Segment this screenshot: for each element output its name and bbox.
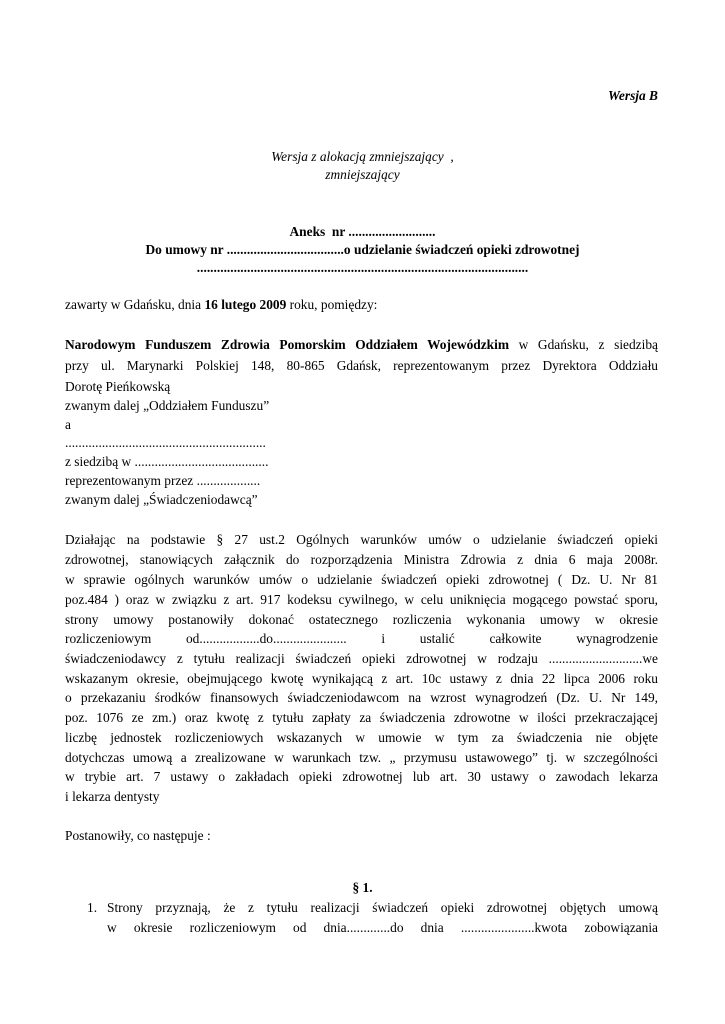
contract-title-dots: ................................................................................................... [196,260,529,275]
party2-line-3: reprezentowanym przez ................... [65,473,261,488]
party1-line-3: Dorotę Pieńkowską [65,379,171,394]
party1-line-1: Narodowym Funduszem Zdrowia Pomorskim Oddziałem Wojewódzkim w Gdańsku, z siedzibą [65,337,658,352]
allocation-line-2: zmniejszający [325,167,400,182]
party2-line-2: z siedzibą w ........................................ [65,454,269,469]
basis-line-14: i lekarza dentysty [65,789,160,804]
party-and: a [65,417,71,432]
basis-line-3: w sprawie ogólnych warunków umów o udzielanie świadczeń opieki zdrowotnej ( Dz. U. Nr 81 [65,572,658,587]
section-title: § 1. [352,880,373,895]
version-label: Wersja B [608,88,658,103]
resolved-line: Postanowiły, co następuje : [65,828,211,843]
basis-line-10: poz. 1076 ze zm.) oraz kwotę z tytułu zapłaty za świadczenia zdrowotne w ilości przekraczającej [65,710,658,725]
basis-line-5: strony umowy postanowiły dokonać ostatecznego rozliczenia wykonania umowy w okresie [65,612,658,627]
party1-line-4: zwanym dalej „Oddziałem Funduszu” [65,398,270,413]
intro-line: zawarty w Gdańsku, dnia 16 lutego 2009 roku, pomiędzy: [65,297,378,312]
annex-number: Aneks nr .......................... [289,224,436,239]
contract-title: Do umowy nr ...................................o udzielanie świadczeń opieki zdrowotnej [145,242,580,257]
section-item-line-2: w okresie rozliczeniowym od dnia.............do dnia ......................kwota zobowiązania [107,920,658,935]
basis-line-8: wskazanym okresie, obejmującego kwotę wynikającą z art. 10c ustawy z dnia 22 lipca 2006 roku [65,671,658,686]
party1-name: Narodowym Funduszem Zdrowia Pomorskim Oddziałem Wojewódzkim [65,337,509,352]
allocation-line-1: Wersja z alokacją zmniejszający , [271,149,454,164]
section-item-line-1: Strony przyznają, że z tytułu realizacji świadczeń opieki zdrowotnej objętych umową [107,900,658,915]
party2-line-1: ............................................................ [65,435,266,450]
party2-line-4: zwanym dalej „Świadczeniodawcą” [65,492,258,507]
basis-line-1: Działając na podstawie § 27 ust.2 Ogólnych warunków umów o udzielanie świadczeń opieki [65,532,658,547]
list-number: 1. [87,900,98,915]
basis-line-13: w trybie art. 7 ustawy o zakładach opieki zdrowotnej lub art. 30 ustawy o zawodach lekarza [65,769,658,784]
basis-line-7: świadczeniodawcy z tytułu realizacji świadczeń opieki zdrowotnej w rodzaju ............................we [65,651,658,666]
basis-line-4: poz.484 ) oraz w związku z art. 917 kodeksu cywilnego, w celu uniknięcia mogącego powstać sporu, [65,592,658,607]
party1-line-2: przy ul. Marynarki Polskiej 148, 80-865 Gdańsk, reprezentowanym przez Dyrektora Oddziału [65,358,658,373]
basis-line-2: zdrowotnej, stanowiących załącznik do rozporządzenia Ministra Zdrowia z dnia 6 maja 2008r. [65,552,658,567]
basis-line-9: o przekazaniu środków finansowych świadczeniodawcom na wzrost wynagrodzeń (Dz. U. Nr 149, [65,690,658,705]
basis-line-12: dotychczas umową a zrealizowane w warunkach tzw. „ przymusu ustawowego” tj. w szczególności [65,750,658,765]
basis-line-6: rozliczeniowym od..................do...................... i ustalić całkowite wynagrodzenie [65,631,658,646]
agreement-date: 16 lutego 2009 [204,297,287,312]
basis-line-11: liczbę jednostek rozliczeniowych wskazanych w umowie w tym za świadczenia nie objęte [65,730,658,745]
